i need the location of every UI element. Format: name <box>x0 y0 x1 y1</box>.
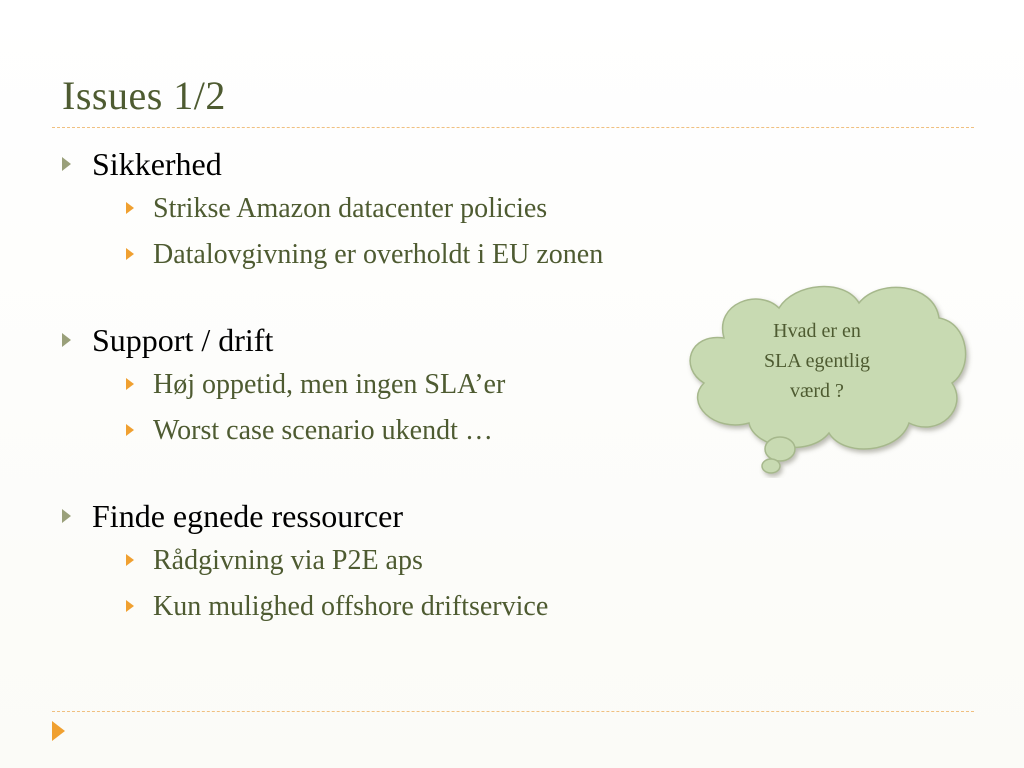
sub-bullet-item <box>92 362 603 408</box>
sub-bullet-text: Strikse Amazon datacenter policies <box>153 193 548 224</box>
sub-bullet-text: Høj oppetid, men ingen SLA’er <box>153 369 506 400</box>
bullet-list <box>62 142 603 630</box>
sub-bullet-item <box>92 538 603 584</box>
sub-bullet-list <box>92 186 603 278</box>
bullet-text: Sikkerhed <box>92 146 222 182</box>
bullet-item <box>62 318 603 454</box>
sub-bullet-arrow-icon <box>126 554 134 566</box>
sub-bullet-arrow-icon <box>126 248 134 260</box>
sub-bullet-item <box>92 408 603 454</box>
sub-bullet-text: Datalovgivning er overholdt i EU zonen <box>153 239 604 270</box>
bullet-item <box>62 142 603 278</box>
callout-text <box>740 316 894 406</box>
bullet-item <box>62 494 603 630</box>
bullet-arrow-icon <box>62 509 71 523</box>
title-divider <box>52 127 974 128</box>
footer-divider <box>52 711 974 712</box>
sub-bullet-text: Kun mulighed offshore driftservice <box>153 591 549 622</box>
callout-line: Hvad er en <box>773 320 861 342</box>
sub-bullet-list <box>92 362 603 454</box>
sub-bullet-text: Rådgivning via P2E aps <box>153 545 423 576</box>
sub-bullet-arrow-icon <box>126 600 134 612</box>
callout-line: værd ? <box>790 380 844 402</box>
bullet-arrow-icon <box>62 157 71 171</box>
sub-bullet-arrow-icon <box>126 378 134 390</box>
bullet-text: Support / drift <box>92 322 274 358</box>
sub-bullet-arrow-icon <box>126 202 134 214</box>
slide-title: Issues 1/2 <box>62 73 226 118</box>
sub-bullet-item <box>92 232 603 278</box>
corner-arrow-icon <box>52 721 65 741</box>
sub-bullet-text: Worst case scenario ukendt … <box>153 415 493 446</box>
callout-line: SLA egentlig <box>763 350 871 372</box>
sub-bullet-item <box>92 584 603 630</box>
bullet-text: Finde egnede ressourcer <box>92 498 403 534</box>
sub-bullet-item <box>92 186 603 232</box>
sub-bullet-list <box>92 538 603 630</box>
bullet-arrow-icon <box>62 333 71 347</box>
sub-bullet-arrow-icon <box>126 424 134 436</box>
